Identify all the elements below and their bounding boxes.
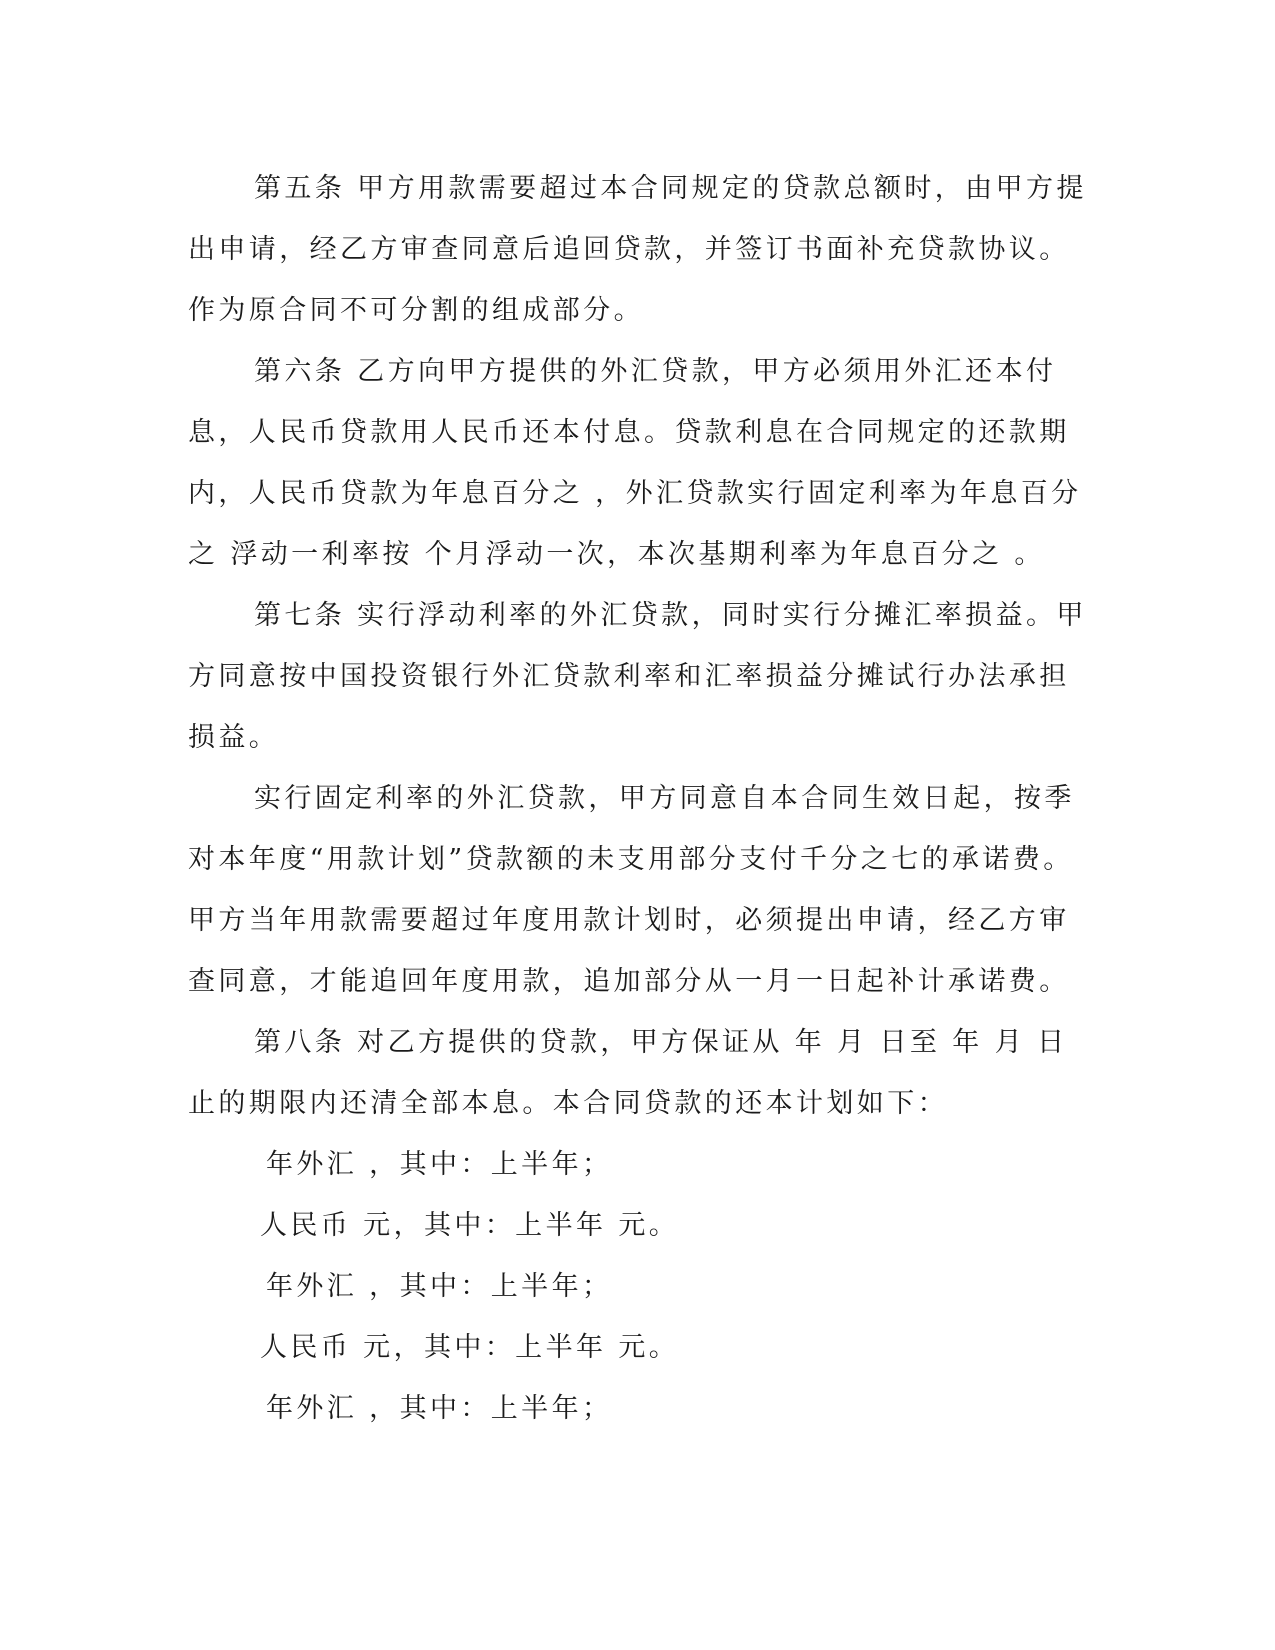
paragraph-article-8: 第八条 对乙方提供的贷款，甲方保证从 年 月 日至 年 月 日止的期限内还清全部本息。本合同贷款的还本计划如下： — [188, 1027, 1068, 1119]
schedule-line-foreign-1: 年外汇 ，其中：上半年； — [266, 1149, 613, 1180]
paragraph-article-5: 第五条 甲方用款需要超过本合同规定的贷款总额时，由甲方提出申请，经乙方审查同意后追回贷款，并签订书面补充贷款协议。作为原合同不可分割的组成部分。 — [188, 173, 1087, 326]
contract-text — [188, 158, 1088, 1439]
paragraph-article-6: 第六条 乙方向甲方提供的外汇贷款，甲方必须用外汇还本付息，人民币贷款用人民币还本付息。贷款利息在合同规定的还款期内，人民币贷款为年息百分之 ，外汇贷款实行固定利率为年息百分之 浮动一利率按 个月浮动一次，本次基期利率为年息百分之 。 — [188, 356, 1082, 570]
schedule-line-rmb-2: 人民币 元，其中：上半年 元。 — [260, 1332, 680, 1363]
schedule-line-foreign-3: 年外汇 ，其中：上半年； — [266, 1393, 613, 1424]
paragraph-fixed-rate: 实行固定利率的外汇贷款，甲方同意自本合同生效日起，按季对本年度“用款计划”贷款额的未支用部分支付千分之七的承诺费。甲方当年用款需要超过年度用款计划时，必须提出申请，经乙方审查同意，才能追回年度用款，追加部分从一月一日起补计承诺费。 — [188, 783, 1075, 997]
schedule-line-foreign-2: 年外汇 ，其中：上半年； — [266, 1271, 613, 1302]
paragraph-article-7: 第七条 实行浮动利率的外汇贷款，同时实行分摊汇率损益。甲方同意按中国投资银行外汇贷款利率和汇率损益分摊试行办法承担损益。 — [188, 600, 1087, 753]
schedule-line-rmb-1: 人民币 元，其中：上半年 元。 — [260, 1210, 680, 1241]
